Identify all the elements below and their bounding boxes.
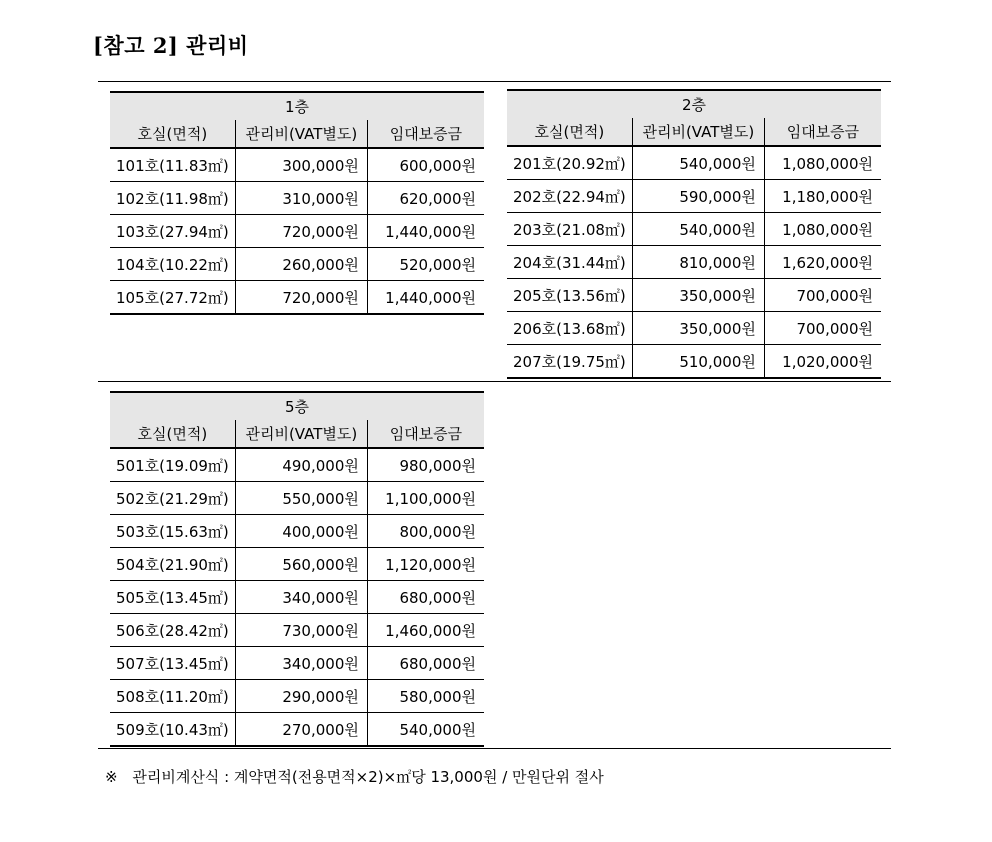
column-header: 호실(면적): [110, 420, 235, 448]
room-cell: 505호(13.45㎡): [110, 581, 235, 614]
table-row: [110, 548, 484, 581]
table-row: [110, 248, 484, 281]
deposit-cell: 520,000원: [367, 248, 484, 281]
maintenance-fee-cell: 310,000원: [235, 182, 367, 215]
table-row: [507, 246, 881, 279]
room-cell: 201호(20.92㎡): [507, 146, 632, 180]
table-row: [507, 180, 881, 213]
deposit-cell: 600,000원: [367, 148, 484, 182]
table-row: [110, 148, 484, 182]
deposit-cell: 680,000원: [367, 647, 484, 680]
table-row: [507, 146, 881, 180]
room-cell: 203호(21.08㎡): [507, 213, 632, 246]
table-row: [507, 312, 881, 345]
room-cell: 509호(10.43㎡): [110, 713, 235, 747]
room-cell: 103호(27.94㎡): [110, 215, 235, 248]
deposit-cell: 700,000원: [764, 279, 881, 312]
deposit-cell: 700,000원: [764, 312, 881, 345]
maintenance-fee-cell: 550,000원: [235, 482, 367, 515]
room-cell: 207호(19.75㎡): [507, 345, 632, 379]
table-row: [110, 482, 484, 515]
floor-label: 5층: [110, 392, 484, 420]
deposit-cell: 1,100,000원: [367, 482, 484, 515]
deposit-cell: 1,080,000원: [764, 146, 881, 180]
document-title: [참고 2] 관리비: [93, 33, 249, 58]
deposit-cell: 1,460,000원: [367, 614, 484, 647]
maintenance-fee-cell: 260,000원: [235, 248, 367, 281]
column-header: 임대보증금: [367, 420, 484, 448]
reference-mark: ※: [105, 768, 118, 786]
maintenance-fee-cell: 730,000원: [235, 614, 367, 647]
maintenance-fee-cell: 270,000원: [235, 713, 367, 747]
maintenance-fee-cell: 490,000원: [235, 448, 367, 482]
room-cell: 101호(11.83㎡): [110, 148, 235, 182]
room-cell: 105호(27.72㎡): [110, 281, 235, 315]
maintenance-fee-cell: 540,000원: [632, 146, 764, 180]
column-header: 호실(면적): [507, 118, 632, 146]
maintenance-fee-cell: 290,000원: [235, 680, 367, 713]
column-header: 관리비(VAT별도): [235, 420, 367, 448]
maintenance-fee-cell: 300,000원: [235, 148, 367, 182]
deposit-cell: 620,000원: [367, 182, 484, 215]
table-row: [110, 448, 484, 482]
maintenance-fee-cell: 510,000원: [632, 345, 764, 379]
deposit-cell: 540,000원: [367, 713, 484, 747]
deposit-cell: 980,000원: [367, 448, 484, 482]
maintenance-fee-cell: 590,000원: [632, 180, 764, 213]
floor-label: 2층: [507, 90, 881, 118]
maintenance-fee-cell: 400,000원: [235, 515, 367, 548]
floor-label: 1층: [110, 92, 484, 120]
room-cell: 506호(28.42㎡): [110, 614, 235, 647]
room-cell: 102호(11.98㎡): [110, 182, 235, 215]
table-row: [507, 345, 881, 379]
maintenance-fee-cell: 340,000원: [235, 647, 367, 680]
maintenance-fee-cell: 720,000원: [235, 215, 367, 248]
column-header: 호실(면적): [110, 120, 235, 148]
table-row: [110, 182, 484, 215]
table-row: [110, 713, 484, 747]
maintenance-fee-cell: 350,000원: [632, 279, 764, 312]
room-cell: 202호(22.94㎡): [507, 180, 632, 213]
table-row: [110, 215, 484, 248]
deposit-cell: 1,020,000원: [764, 345, 881, 379]
deposit-cell: 1,440,000원: [367, 281, 484, 315]
room-cell: 501호(19.09㎡): [110, 448, 235, 482]
table-row: [507, 279, 881, 312]
deposit-cell: 580,000원: [367, 680, 484, 713]
maintenance-fee-cell: 540,000원: [632, 213, 764, 246]
column-header: 관리비(VAT별도): [632, 118, 764, 146]
floor-2-table: [507, 89, 881, 379]
maintenance-fee-cell: 810,000원: [632, 246, 764, 279]
deposit-cell: 1,120,000원: [367, 548, 484, 581]
room-cell: 508호(11.20㎡): [110, 680, 235, 713]
deposit-cell: 1,440,000원: [367, 215, 484, 248]
table-row: [507, 213, 881, 246]
room-cell: 204호(31.44㎡): [507, 246, 632, 279]
room-cell: 507호(13.45㎡): [110, 647, 235, 680]
table-row: [110, 281, 484, 315]
column-header: 관리비(VAT별도): [235, 120, 367, 148]
column-header: 임대보증금: [764, 118, 881, 146]
maintenance-fee-cell: 720,000원: [235, 281, 367, 315]
maintenance-fee-cell: 560,000원: [235, 548, 367, 581]
room-cell: 206호(13.68㎡): [507, 312, 632, 345]
table-row: [110, 515, 484, 548]
deposit-cell: 1,080,000원: [764, 213, 881, 246]
footnote-text: 관리비계산식 : 계약면적(전용면적×2)×㎡당 13,000원 / 만원단위 절사: [132, 768, 604, 786]
top-rule: [98, 81, 891, 82]
floor-1-table: [110, 91, 484, 315]
table-row: [110, 614, 484, 647]
footnote: [105, 766, 614, 787]
middle-rule: [98, 381, 891, 382]
floor-5-table: [110, 391, 484, 747]
table-row: [110, 680, 484, 713]
room-cell: 104호(10.22㎡): [110, 248, 235, 281]
maintenance-fee-cell: 350,000원: [632, 312, 764, 345]
room-cell: 503호(15.63㎡): [110, 515, 235, 548]
room-cell: 504호(21.90㎡): [110, 548, 235, 581]
room-cell: 502호(21.29㎡): [110, 482, 235, 515]
maintenance-fee-cell: 340,000원: [235, 581, 367, 614]
deposit-cell: 1,620,000원: [764, 246, 881, 279]
bottom-rule: [98, 748, 891, 749]
deposit-cell: 1,180,000원: [764, 180, 881, 213]
room-cell: 205호(13.56㎡): [507, 279, 632, 312]
column-header: 임대보증금: [367, 120, 484, 148]
table-row: [110, 581, 484, 614]
table-row: [110, 647, 484, 680]
deposit-cell: 680,000원: [367, 581, 484, 614]
deposit-cell: 800,000원: [367, 515, 484, 548]
